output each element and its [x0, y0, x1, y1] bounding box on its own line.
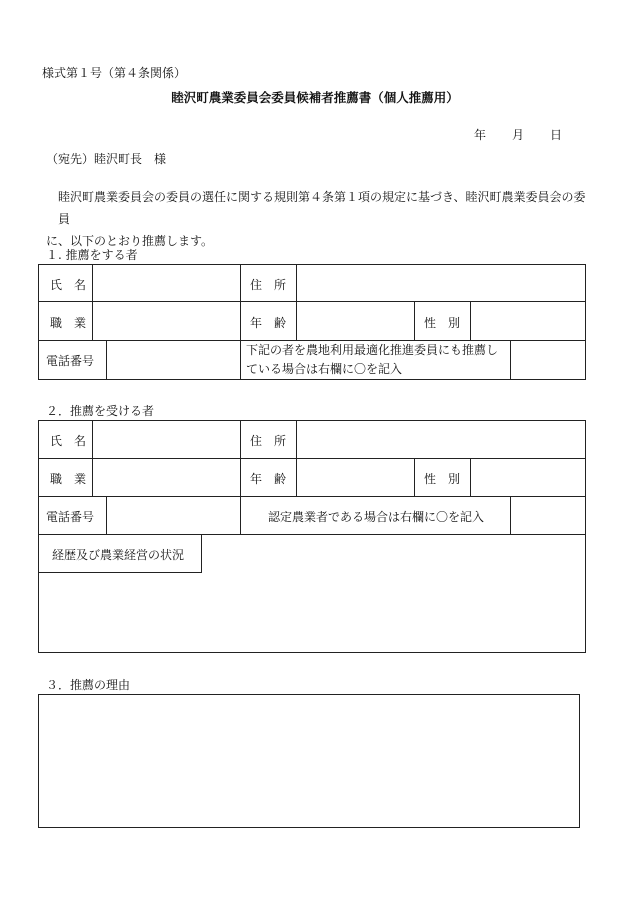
nominee-career-label: 経歴及び農業経営の状況 [52, 548, 185, 562]
nominee-occupation-label: 職 業 [50, 472, 87, 486]
rule [240, 420, 241, 534]
rule [92, 420, 93, 496]
rule [38, 572, 202, 573]
rule [470, 301, 471, 340]
rule [106, 340, 107, 380]
rule [38, 534, 586, 535]
form-number: 様式第１号（第４条関係） [42, 66, 187, 80]
rule [38, 496, 586, 497]
rule [510, 496, 511, 534]
recommendation-reason-box [38, 694, 580, 828]
document-title: 睦沢町農業委員会委員候補者推薦書（個人推薦用） [171, 90, 459, 105]
addressee: （宛先）睦沢町長 様 [46, 152, 167, 166]
recommender-address-label: 住 所 [250, 278, 287, 292]
date-year-label: 年 [474, 128, 487, 142]
recommender-dual-recommendation-note [246, 341, 508, 379]
section3-heading: ３．推薦の理由 [46, 678, 131, 692]
rule [414, 458, 415, 496]
date-line [474, 126, 562, 143]
intro-line-2: に、以下のとおり推薦します。 [46, 234, 214, 248]
nominee-age-label: 年 齢 [250, 472, 287, 486]
section2-heading: ２．推薦を受ける者 [46, 404, 155, 418]
rule [92, 264, 93, 340]
recommender-gender-label: 性 別 [424, 316, 461, 330]
nominee-gender-label: 性 別 [424, 472, 461, 486]
nominee-address-label: 住 所 [250, 434, 287, 448]
recommender-name-label: 氏 名 [50, 278, 87, 292]
recommender-occupation-label: 職 業 [50, 316, 87, 330]
rule [510, 340, 511, 380]
nominee-name-label: 氏 名 [50, 434, 87, 448]
section1-heading: １. 推薦をする者 [46, 248, 138, 262]
recommender-phone-label: 電話番号 [46, 354, 95, 368]
date-month-label: 月 [512, 128, 525, 142]
dual-note-line-1: 下記の者を農地利用最適化推進委員にも推薦し [246, 343, 499, 357]
rule [296, 264, 297, 340]
rule [201, 534, 202, 572]
intro-paragraph [46, 186, 594, 252]
rule [38, 458, 586, 459]
dual-note-line-2: ている場合は右欄に〇を記入 [246, 362, 403, 376]
intro-line-1: 睦沢町農業委員会の委員の選任に関する規則第４条第１項の規定に基づき、睦沢町農業委員会の委員 [58, 190, 586, 226]
rule [38, 301, 586, 302]
rule [240, 264, 241, 380]
nominee-certified-farmer-note: 認定農業者である場合は右欄に〇を記入 [268, 510, 485, 524]
recommender-age-label: 年 齢 [250, 316, 287, 330]
date-day-label: 日 [550, 128, 563, 142]
rule [470, 458, 471, 496]
nominee-phone-label: 電話番号 [46, 510, 95, 524]
rule [414, 301, 415, 340]
nominee-table-border [38, 420, 586, 653]
rule [106, 496, 107, 534]
rule [296, 420, 297, 496]
